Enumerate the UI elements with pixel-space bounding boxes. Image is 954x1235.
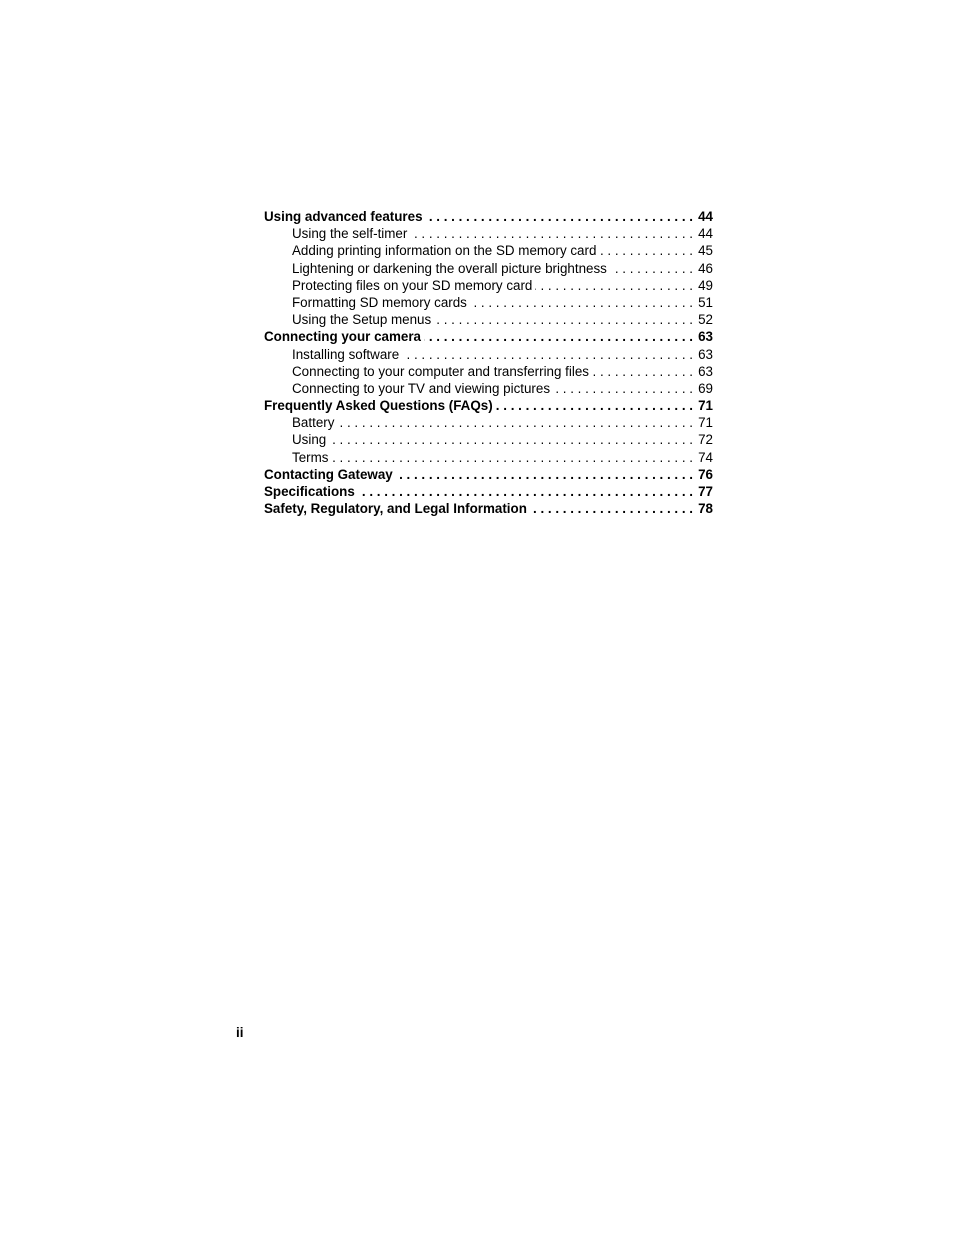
toc-entry-page: 71	[698, 398, 713, 414]
toc-entry[interactable]	[264, 500, 713, 517]
toc-entry-page: 49	[698, 277, 713, 293]
toc-entry-title: Protecting files on your SD memory card	[292, 277, 533, 293]
table-of-contents	[264, 208, 713, 517]
toc-entry-title: Frequently Asked Questions (FAQs)	[264, 398, 493, 414]
toc-entry[interactable]	[264, 346, 713, 363]
dot-leader	[599, 242, 693, 259]
toc-entry-page: 51	[698, 294, 713, 310]
toc-entry[interactable]	[264, 242, 713, 259]
dot-leader	[535, 277, 693, 294]
dot-leader	[396, 466, 693, 483]
toc-entry-page: 76	[698, 466, 713, 482]
dot-leader	[329, 431, 693, 448]
toc-entry[interactable]	[264, 363, 713, 380]
toc-entry-title: Using the self-timer	[292, 226, 408, 242]
toc-entry[interactable]	[264, 414, 713, 431]
toc-entry[interactable]	[264, 449, 713, 466]
toc-entry[interactable]	[264, 260, 713, 277]
toc-entry-page: 78	[698, 501, 713, 517]
toc-entry[interactable]	[264, 431, 713, 448]
toc-entry[interactable]	[264, 466, 713, 483]
dot-leader	[426, 208, 693, 225]
toc-entry-title: Battery	[292, 415, 335, 431]
toc-entry-title: Using advanced features	[264, 209, 423, 224]
dot-leader	[337, 414, 693, 431]
toc-entry[interactable]	[264, 397, 713, 414]
toc-entry-page: 45	[698, 243, 713, 259]
toc-entry-page: 63	[698, 363, 713, 379]
toc-entry[interactable]	[264, 380, 713, 397]
toc-entry[interactable]	[264, 483, 713, 500]
toc-entry[interactable]	[264, 225, 713, 242]
toc-entry[interactable]	[264, 277, 713, 294]
toc-entry-page: 46	[698, 260, 713, 276]
toc-entry-title: Specifications	[264, 484, 355, 499]
toc-entry[interactable]	[264, 311, 713, 328]
toc-entry-page: 63	[698, 346, 713, 362]
toc-entry-page: 44	[698, 226, 713, 242]
dot-leader	[434, 311, 693, 328]
dot-leader	[553, 380, 693, 397]
dot-leader	[358, 483, 693, 500]
toc-entry-title: Contacting Gateway	[264, 466, 393, 482]
toc-entry-title: Connecting to your computer and transferring files	[292, 363, 589, 379]
toc-entry-page: 63	[698, 329, 713, 345]
toc-entry-page: 69	[698, 380, 713, 396]
dot-leader	[592, 363, 693, 380]
toc-entry-title: Using the Setup menus	[292, 312, 432, 328]
toc-entry-title: Terms	[292, 449, 329, 465]
dot-leader	[496, 397, 693, 414]
dot-leader	[530, 500, 693, 517]
dot-leader	[424, 328, 693, 345]
toc-entry-title: Formatting SD memory cards	[292, 294, 467, 310]
dot-leader	[331, 449, 693, 466]
page-number: ii	[236, 1025, 244, 1040]
dot-leader	[410, 225, 693, 242]
toc-entry[interactable]	[264, 294, 713, 311]
toc-entry-title: Connecting your camera	[264, 329, 422, 345]
toc-entry-page: 74	[698, 449, 713, 465]
dot-leader	[610, 260, 693, 277]
toc-entry-page: 72	[698, 432, 713, 448]
toc-entry-page: 44	[698, 209, 713, 224]
toc-entry-title: Safety, Regulatory, and Legal Information	[264, 501, 527, 517]
toc-entry-page: 71	[698, 415, 713, 431]
toc-entry-page: 77	[698, 484, 713, 499]
toc-entry-title: Installing software	[292, 346, 400, 362]
toc-entry-title: Using	[292, 432, 327, 448]
toc-entry-page: 52	[698, 312, 713, 328]
toc-entry-title: Connecting to your TV and viewing pictures	[292, 380, 551, 396]
toc-entry[interactable]	[264, 208, 713, 225]
toc-entry-title: Lightening or darkening the overall picture brightness	[292, 260, 607, 276]
dot-leader	[470, 294, 693, 311]
toc-entry-title: Adding printing information on the SD memory card	[292, 243, 597, 259]
toc-entry[interactable]	[264, 328, 713, 345]
dot-leader	[402, 346, 693, 363]
